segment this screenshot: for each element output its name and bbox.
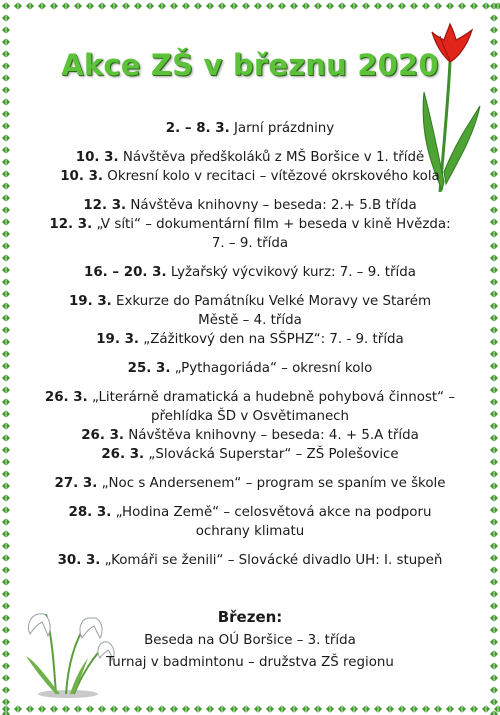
event-text: „Literárně dramatická a hudebně pohybová činnost“ – bbox=[91, 390, 456, 405]
event-text: přehlídka ŠD v Osvětimanech bbox=[150, 409, 350, 424]
event-date: 27. 3. bbox=[54, 476, 98, 491]
event-text: „V síti“ – dokumentární film + beseda v kině Hvězda: bbox=[96, 217, 451, 232]
list-item bbox=[0, 445, 500, 464]
event-date: 12. 3. bbox=[83, 198, 127, 213]
event-date: 16. – 20. 3. bbox=[84, 265, 167, 280]
list-item bbox=[0, 148, 500, 167]
leaf-border-bottom bbox=[0, 703, 500, 715]
list-item bbox=[0, 263, 500, 282]
footer-heading: Březen: bbox=[217, 608, 283, 626]
event-text: Okresní kolo v recitaci – vítězové okrskového kola bbox=[107, 169, 440, 184]
list-item-continued bbox=[0, 234, 500, 253]
event-text: „Pythagoriáda“ – okresní kolo bbox=[174, 361, 373, 376]
list-item bbox=[0, 474, 500, 493]
event-date: 30. 3. bbox=[57, 553, 101, 568]
event-date: 12. 3. bbox=[49, 217, 93, 232]
list-item-continued bbox=[0, 311, 500, 330]
footer-item: Beseda na OÚ Boršice – 3. třída bbox=[144, 633, 356, 648]
event-text: „Zážitkový den na SŠPHZ“: 7. - 9. třída bbox=[143, 332, 404, 347]
event-date: 10. 3. bbox=[60, 169, 104, 184]
event-text: „Noc s Andersenem“ – program se spaním ve škole bbox=[101, 476, 446, 491]
list-item-continued bbox=[0, 407, 500, 426]
event-text: „Komáři se ženili“ – Slovácké divadlo UH: I. stupeň bbox=[104, 553, 443, 568]
event-date: 10. 3. bbox=[75, 150, 119, 165]
events-list bbox=[0, 119, 500, 570]
list-item bbox=[0, 359, 500, 378]
list-item bbox=[0, 551, 500, 570]
event-date: 26. 3. bbox=[101, 447, 145, 462]
list-item bbox=[0, 388, 500, 407]
event-date: 28. 3. bbox=[68, 505, 112, 520]
footer-item: Turnaj v badmintonu – družstva ZŠ regionu bbox=[106, 655, 394, 670]
event-text: Exkurze do Památníku Velké Moravy ve Starém bbox=[116, 294, 431, 309]
page-title: Akce ZŠ v březnu 2020 bbox=[61, 48, 439, 82]
event-date: 19. 3. bbox=[96, 332, 140, 347]
event-date: 26. 3. bbox=[44, 390, 88, 405]
event-text: „Hodina Země“ – celosvětová akce na podporu bbox=[115, 505, 432, 520]
list-item bbox=[0, 426, 500, 445]
event-text: Návštěva knihovny – beseda: 2.+ 5.B třída bbox=[130, 198, 417, 213]
event-text: Návštěva předškoláků z MŠ Boršice v 1. třídě bbox=[122, 150, 425, 165]
event-text: Návštěva knihovny – beseda: 4. + 5.A třída bbox=[128, 428, 419, 443]
list-item bbox=[0, 330, 500, 349]
event-text: Jarní prázdniny bbox=[233, 121, 335, 136]
event-text: Lyžařský výcvikový kurz: 7. – 9. třída bbox=[170, 265, 416, 280]
event-text: 7. – 9. třída bbox=[211, 236, 289, 251]
list-item bbox=[0, 167, 500, 186]
list-item-continued bbox=[0, 522, 500, 541]
list-item bbox=[0, 292, 500, 311]
list-item bbox=[0, 119, 500, 138]
event-date: 2. – 8. 3. bbox=[165, 121, 230, 136]
event-date: 26. 3. bbox=[81, 428, 125, 443]
list-item bbox=[0, 503, 500, 522]
event-text: „Slovácká Superstar“ – ZŠ Polešovice bbox=[148, 447, 399, 462]
event-date: 19. 3. bbox=[68, 294, 112, 309]
event-text: Městě – 4. třída bbox=[198, 313, 302, 328]
event-text: ochrany klimatu bbox=[195, 524, 305, 539]
list-item bbox=[0, 215, 500, 234]
event-date: 25. 3. bbox=[127, 361, 171, 376]
leaf-border-top bbox=[0, 0, 500, 12]
list-item bbox=[0, 196, 500, 215]
